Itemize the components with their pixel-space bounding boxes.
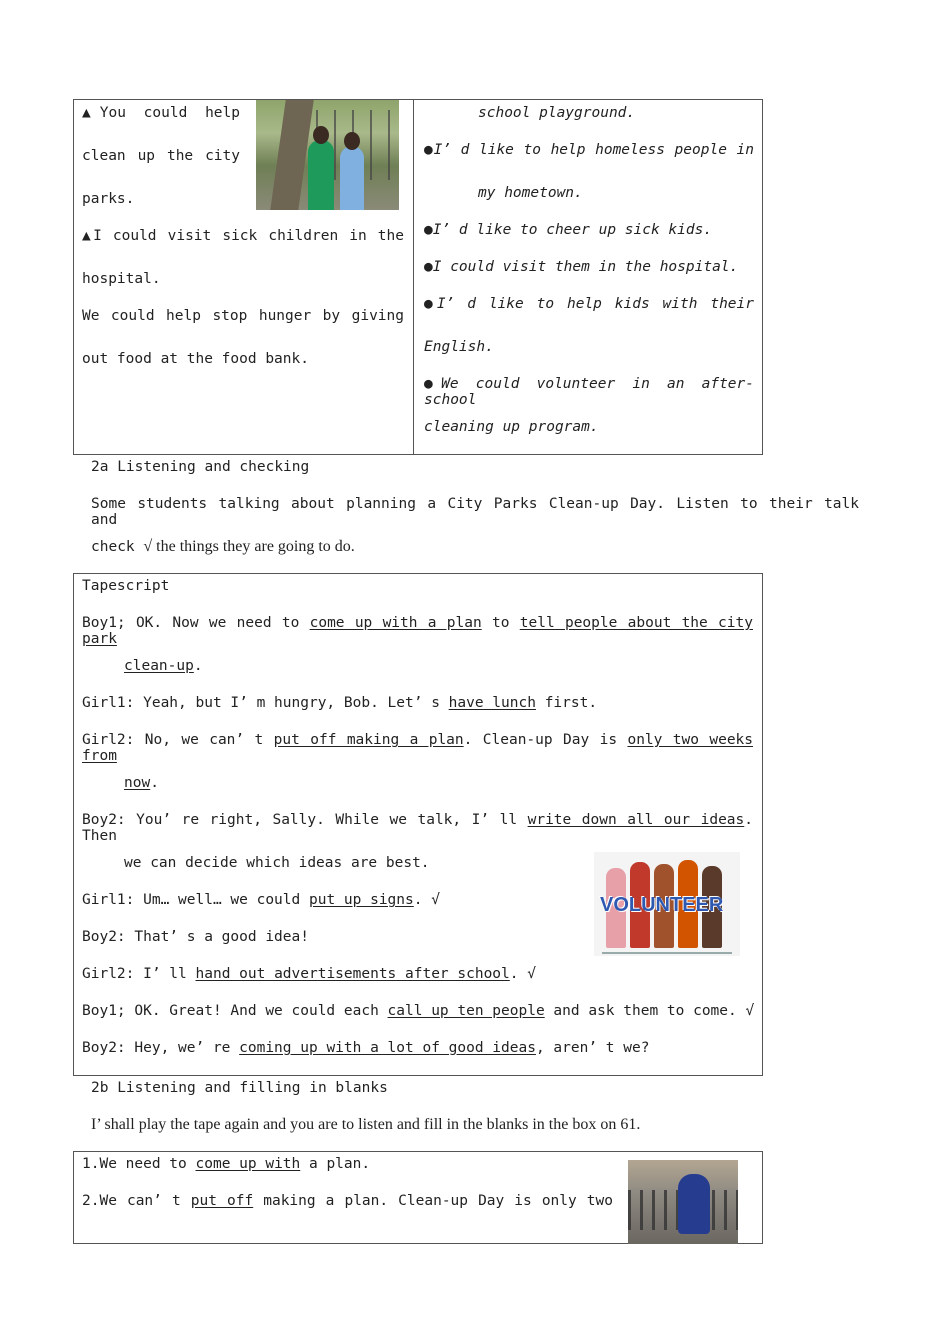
right-cell-line: ●I could visit them in the hospital. [424,259,739,275]
section-2b-heading: 2b Listening and filling in blanks [91,1080,388,1096]
section-2a-instruction: Some students talking about planning a City Parks Clean-up Day. Listen to their talk and [91,496,859,528]
left-cell-line: We could help stop hunger by giving [82,308,404,324]
tapescript-line: Boy1; OK. Great! And we could each call up ten people and ask them to come. √ [82,1003,755,1019]
left-cell-line: parks. [82,191,135,207]
right-cell-line: my hometown. [478,185,583,201]
tapescript-line: Boy2: You’ re right, Sally. While we talk, I’ ll write down all our ideas. Then [82,812,753,844]
tapescript-title: Tapescript [82,578,170,594]
blank-question: 2.We can’ t put off making a plan. Clean-up Day is only two [82,1193,613,1209]
section-2a-heading: 2a Listening and checking [91,459,310,475]
tapescript-line: Boy1; OK. Now we need to come up with a plan to tell people about the city park [82,615,753,647]
tapescript-line: clean-up. [124,658,203,674]
tapescript-line: Girl1: Yeah, but I’ m hungry, Bob. Let’ s have lunch first. [82,695,598,711]
section-2b-instruction: I’ shall play the tape again and you are to listen and fill in the blanks in the box on 61. [91,1116,641,1133]
section-2a-instruction-cont: check √ the things they are going to do. [91,538,355,555]
left-cell-line: ▲You could help [82,105,240,121]
right-cell-line: English. [424,339,494,355]
volunteer-image [594,852,740,956]
park-cleanup-photo [256,100,399,210]
right-cell-line: school playground. [478,105,636,121]
left-cell-line: ▲I could visit sick children in the [82,228,404,244]
ideas-table-divider [413,99,414,455]
tapescript-line: Girl2: I’ ll hand out advertisements after school. √ [82,966,536,982]
tapescript-line: Boy2: Hey, we’ re coming up with a lot of good ideas, aren’ t we? [82,1040,650,1056]
right-cell-line: ●We could volunteer in an after-school [424,376,754,408]
blank-question: 1.We need to come up with a plan. [82,1156,371,1172]
left-cell-line: hospital. [82,271,161,287]
right-cell-line: cleaning up program. [424,419,599,435]
right-cell-line: ●I’ d like to cheer up sick kids. [424,222,713,238]
tapescript-line: Girl2: No, we can’ t put off making a plan. Clean-up Day is only two weeks from [82,732,754,764]
worker-photo [628,1160,738,1244]
tapescript-line: Boy2: That’ s a good idea! [82,929,309,945]
right-cell-line: ●I’ d like to help homeless people in [424,142,754,158]
tapescript-line: now. [124,775,159,791]
tapescript-line: Girl1: Um… well… we could put up signs. √ [82,892,440,908]
left-cell-line: clean up the city [82,148,240,164]
left-cell-line: out food at the food bank. [82,351,309,367]
right-cell-line: ●I’ d like to help kids with their [424,296,754,312]
tapescript-line: we can decide which ideas are best. [124,855,430,871]
volunteer-word: VOLUNTEER [600,894,724,916]
